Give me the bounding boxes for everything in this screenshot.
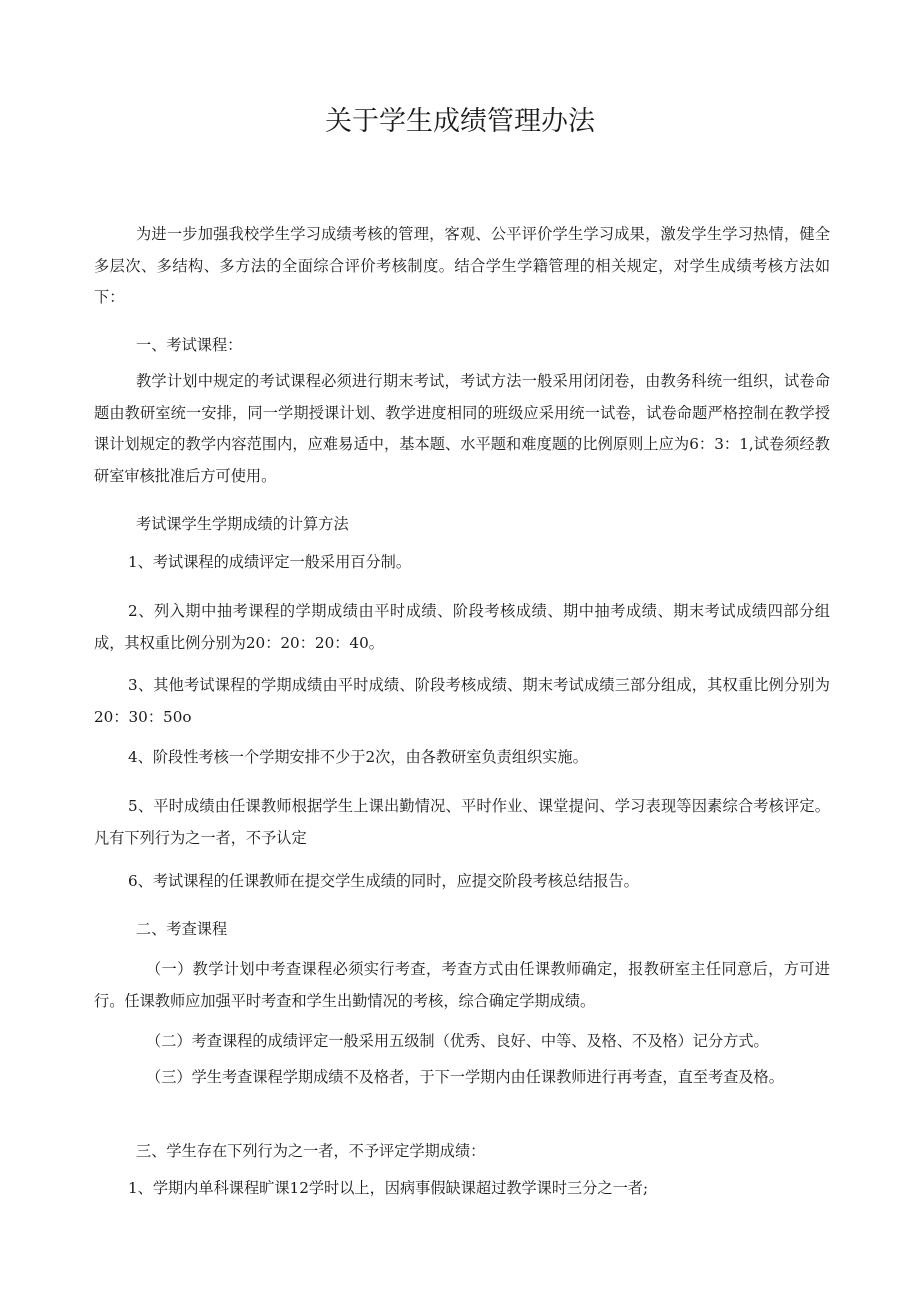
document-title: 关于学生成绩管理办法 xyxy=(325,106,595,137)
exam-rule-5: 5、平时成绩由任课教师根据学生上课出勤情况、平时作业、课堂提问、学习表现等因素综合考核评定。凡有下列行为之一者，不予认定 xyxy=(94,797,830,847)
exam-rule-4: 4、阶段性考核一个学期安排不少于2次，由各教研室负责组织实施。 xyxy=(128,748,588,766)
grade-calculation-heading: 考试课学生学期成绩的计算方法 xyxy=(136,515,349,533)
exam-rule-2: 2、列入期中抽考课程的学期成绩由平时成绩、阶段考核成绩、期中抽考成绩、期末考试成绩四部分组成，其权重比例分别为20：20：20：40。 xyxy=(94,602,830,652)
exam-courses-paragraph: 教学计划中规定的考试课程必须进行期末考试，考试方法一般采用闭闭卷，由教务科统一组织，试卷命题由教研室统一安排，同一学期授课计划、教学进度相同的班级应采用统一试卷，试卷命题严格控制在教学授课计划规定的教学内容范围内，应难易适中，基本题、水平题和难度题的比例原则上应为6：3：1,试卷须经教研室审核批准后方可使用。 xyxy=(94,372,830,485)
assessment-rule-1: （一）教学计划中考查课程必须实行考查，考查方式由任课教师确定，报教研室主任同意后，方可进行。任课教师应加强平时考查和学生出勤情况的考核，综合确定学期成绩。 xyxy=(94,960,830,1010)
exam-rule-3: 3、其他考试课程的学期成绩由平时成绩、阶段考核成绩、期末考试成绩三部分组成，其权重比例分别为20：30：50o xyxy=(94,676,830,726)
section-heading-exam-courses: 一、考试课程： xyxy=(136,336,243,354)
intro-paragraph: 为进一步加强我校学生学习成绩考核的管理，客观、公平评价学生学习成果，激发学生学习热情，健全多层次、多结构、多方法的全面综合评价考核制度。结合学生学籍管理的相关规定，对学生成绩考核方法如下： xyxy=(94,225,830,306)
exam-rule-6: 6、考试课程的任课教师在提交学生成绩的同时，应提交阶段考核总结报告。 xyxy=(128,872,639,890)
exam-rule-1: 1、考试课程的成绩评定一般采用百分制。 xyxy=(128,553,412,571)
assessment-rule-2: （二）考查课程的成绩评定一般采用五级制（优秀、良好、中等、及格、不及格）记分方式。 xyxy=(146,1032,769,1050)
section-heading-assessment-courses: 二、考查课程 xyxy=(136,920,228,938)
no-grade-rule-1: 1、学期内单科课程旷课12学时以上，因病事假缺课超过教学课时三分之一者; xyxy=(128,1179,649,1197)
section-heading-no-grade: 三、学生存在下列行为之一者，不予评定学期成绩： xyxy=(136,1142,486,1160)
assessment-rule-3: （三）学生考查课程学期成绩不及格者，于下一学期内由任课教师进行再考查，直至考查及格。 xyxy=(146,1068,784,1086)
